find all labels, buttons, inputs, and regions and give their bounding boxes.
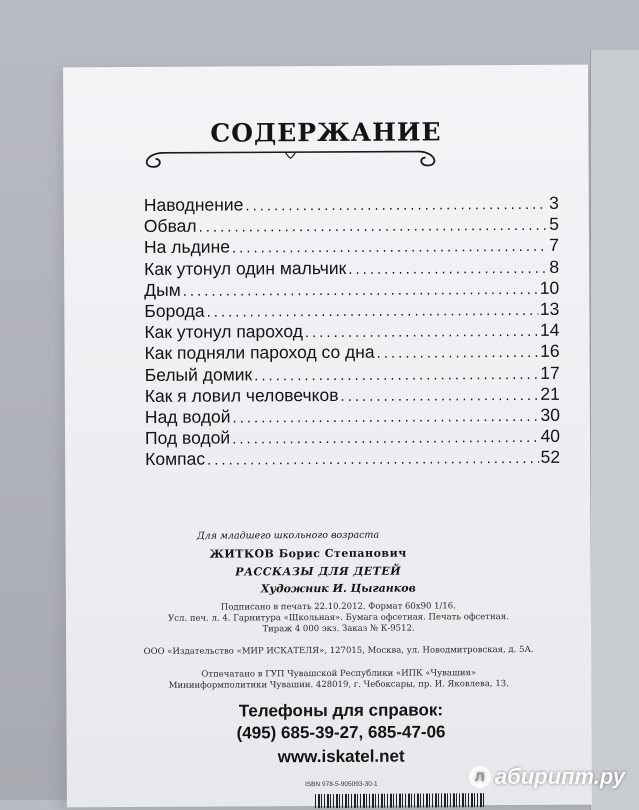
artist-credit: Художник И. Цыганков	[260, 581, 416, 596]
age-note: Для младшего школьного возраста	[196, 529, 380, 542]
toc-entry-page: 3	[548, 192, 559, 213]
toc-entry-title: Наводнение	[143, 194, 244, 215]
toc-leader-dots	[305, 323, 538, 341]
toc-entry	[144, 193, 559, 216]
print-specs	[76, 601, 601, 637]
printer-info-line: Мининформполитики Чувашии. 428019, г. Чебоксары, пр. И. Яковлева, 13.	[168, 679, 509, 691]
watermark-text: абирипт.ру	[494, 764, 625, 789]
table-of-contents	[144, 193, 560, 471]
website-link: www.iskatel.net	[277, 746, 405, 767]
phones-label: Телефоны для справок:	[238, 700, 444, 721]
adjacent-page	[590, 50, 639, 810]
page-title: СОДЕРЖАНИЕ	[210, 117, 442, 148]
toc-entry-page: 14	[539, 319, 560, 341]
toc-entry-title: Борода	[144, 300, 205, 321]
toc-entry	[144, 320, 559, 343]
toc-entry-page: 17	[540, 362, 560, 383]
toc-entry-page: 13	[539, 298, 560, 319]
toc-entry-page: 8	[549, 256, 560, 277]
toc-leader-dots	[232, 429, 538, 448]
book-title: РАССКАЗЫ ДЛЯ ДЕТЕЙ	[235, 564, 402, 579]
toc-entry-title: Компас	[145, 448, 206, 470]
toc-leader-dots	[199, 217, 548, 236]
toc-entry-page: 52	[540, 447, 561, 468]
toc-entry-page: 10	[539, 277, 560, 298]
printer-info-line: Отпечатано в ГУП Чувашской Республики «ИПК «Чувашия»	[201, 668, 477, 680]
toc-leader-dots	[183, 281, 538, 300]
toc-entry-title: Под водой	[144, 427, 231, 449]
toc-leader-dots	[377, 344, 539, 362]
labirint-logo-icon: л	[469, 766, 491, 788]
toc-entry-page: 21	[540, 383, 560, 404]
toc-entry-title: Дым	[144, 279, 181, 300]
toc-leader-dots	[232, 238, 547, 257]
ornament-divider	[135, 143, 445, 175]
toc-leader-dots	[207, 302, 538, 321]
toc-leader-dots	[340, 387, 538, 405]
print-specs-line: Усл. печ. л. 4. Гарнитура «Школьная». Бумага офсетная. Печать офсетная.	[168, 612, 509, 624]
toc-entry-page: 30	[540, 404, 560, 425]
toc-entry	[144, 278, 559, 301]
toc-entry-title: Как утонул один мальчик	[144, 257, 347, 279]
toc-entry-title: Обвал	[143, 215, 197, 237]
watermark	[469, 764, 625, 790]
toc-entry-title: Над водой	[144, 406, 231, 427]
toc-entry	[145, 426, 560, 449]
toc-entry	[144, 299, 559, 322]
toc-entry-page: 16	[540, 341, 560, 362]
toc-leader-dots	[348, 259, 547, 277]
toc-entry-page: 40	[540, 425, 561, 446]
toc-leader-dots	[254, 365, 538, 383]
toc-leader-dots	[232, 408, 538, 427]
phone-numbers: (495) 685-39-27, 685-47-06	[236, 722, 446, 743]
printer-info	[76, 668, 601, 693]
toc-entry	[145, 341, 560, 364]
toc-entry-title: Как я ловил человечков	[144, 384, 339, 406]
print-specs-line: Тираж 4 000 экз. Заказ № К-9512.	[262, 623, 415, 635]
barcode	[315, 793, 485, 808]
print-specs-line: Подписано в печать 22.10.2012. Формат 60x90 1/16.	[220, 601, 456, 613]
toc-entry	[145, 405, 560, 428]
toc-entry-title: Как подняли пароход со дна	[144, 342, 375, 364]
publisher-info: ООО «Издательство «МИР ИСКАТЕЛЯ», 127015, Москва, ул. Новодмитровская, д. 5А.	[143, 644, 534, 657]
toc-entry-title: Белый домик	[144, 363, 253, 385]
toc-entry	[144, 235, 559, 258]
toc-entry-title: Как утонул пароход	[144, 321, 303, 343]
toc-entry	[144, 214, 559, 237]
toc-entry	[145, 362, 560, 385]
toc-leader-dots	[207, 450, 539, 469]
toc-entry-page: 5	[549, 213, 559, 235]
toc-entry-page: 7	[549, 235, 560, 256]
toc-entry	[145, 447, 560, 470]
toc-entry-title: На льдине	[143, 236, 231, 258]
book-page	[63, 65, 592, 808]
toc-entry	[144, 256, 559, 279]
isbn-number: ISBN 978-5-905093-30-1	[304, 780, 378, 789]
toc-entry	[145, 383, 560, 406]
author-name: ЖИТКОВ Борис Степанович	[209, 546, 407, 561]
toc-leader-dots	[245, 196, 547, 215]
